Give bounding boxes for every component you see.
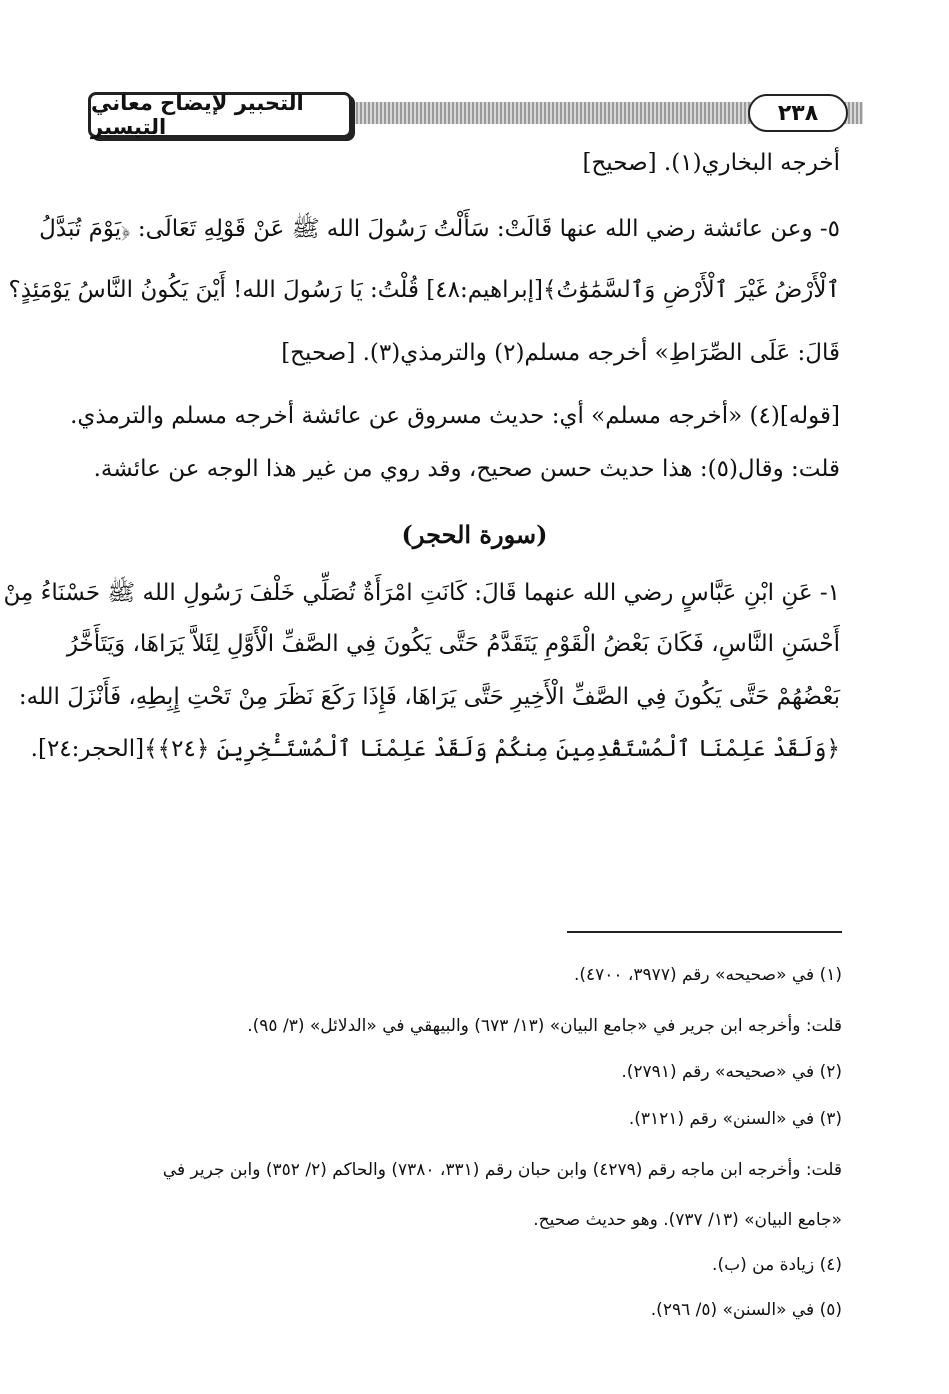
footnote: (٤) زيادة من (ب). [712, 1255, 842, 1275]
page-header [88, 92, 863, 142]
text-line: قَالَ: عَلَى الصِّرَاطِ» أخرجه مسلم(٢) والترمذي(٣). [صحيح] [281, 340, 840, 366]
text-line: ١- عَنِ ابْنِ عَبَّاسٍ رضي الله عنهما قَالَ: كَانَتِ امْرَأَةٌ تُصَلِّي خَلْفَ رَسُولِ الله ﷺ حَسْنَاءُ مِنْ [3, 580, 840, 606]
text-line: [قوله](٤) «أخرجه مسلم» أي: حديث مسروق عن عائشة أخرجه مسلم والترمذي. [70, 403, 840, 429]
section-heading: (سورة الحجر) [401, 520, 548, 549]
footnote-divider [567, 931, 842, 933]
text-line: ٱلْأَرْضُ غَيْرَ ٱلْأَرْضِ وَٱلسَّمَٰوَٰتُ﴾[إبراهيم:٤٨] قُلْتُ: يَا رَسُولَ الله! أَيْنَ يَكُونُ النَّاسُ يَوْمَئِذٍ؟ [8, 277, 840, 303]
footnote: (١) في «صحيحه» رقم (٣٩٧٧، ٤٧٠٠). [573, 965, 842, 985]
footnote: (٢) في «صحيحه» رقم (٢٧٩١). [621, 1062, 842, 1082]
footnote: «جامع البيان» (١٣/ ٧٣٧). وهو حديث صحيح. [533, 1210, 842, 1230]
footnote: قلت: وأخرجه ابن جرير في «جامع البيان» (١٣/ ٦٧٣) والبيهقي في «الدلائل» (٣/ ٩٥). [247, 1016, 842, 1036]
text-line: ﴿وَلَقَدْ عَلِمْنَا ٱلْمُسْتَقْدِمِينَ مِنكُمْ وَلَقَدْ عَلِمْنَا ٱلْمُسْتَـْٔخِرِينَ ﴿٢٤﴾﴾[الحجر:٢٤]. [30, 736, 840, 762]
footnote: (٥) في «السنن» (٥/ ٢٩٦). [650, 1300, 842, 1320]
book-title: التحبير لإيضاح معاني التيسير [88, 92, 352, 138]
text-line: قلت: وقال(٥): هذا حديث حسن صحيح، وقد روي من غير هذا الوجه عن عائشة. [93, 456, 840, 482]
text-line: أخرجه البخاري(١). [صحيح] [582, 150, 840, 176]
text-line: ٥- وعن عائشة رضي الله عنها قَالَتْ: سَأَلْتُ رَسُولَ الله ﷺ عَنْ قَوْلِهِ تَعَالَى: ﴿يَوْمَ تُبَدَّلُ [39, 216, 840, 242]
footnote: قلت: وأخرجه ابن ماجه رقم (٤٢٧٩) وابن حبان رقم (٣٣١، ٧٣٨٠) والحاكم (٢/ ٣٥٢) وابن جرير في [162, 1160, 842, 1180]
footnote: (٣) في «السنن» رقم (٣١٢١). [628, 1109, 842, 1129]
text-line: بَعْضُهُمْ حَتَّى يَكُونَ فِي الصَّفِّ الْأَخِيرِ حَتَّى يَرَاهَا، فَإِذَا رَكَعَ نَظَرَ مِنْ تَحْتِ إِبِطِهِ، فَأَنْزَلَ الله: [18, 684, 840, 710]
page-number: ٢٣٨ [748, 94, 848, 132]
text-line: أَحْسَنِ النَّاسِ، فَكَانَ بَعْضُ الْقَوْمِ يَتَقَدَّمُ حَتَّى يَكُونَ فِي الصَّفِّ الْأَوَّلِ لِئَلاَّ يَرَاهَا، وَيَتَأَخَّرُ [66, 631, 840, 657]
section-text [3, 578, 840, 778]
main-text [8, 150, 840, 510]
